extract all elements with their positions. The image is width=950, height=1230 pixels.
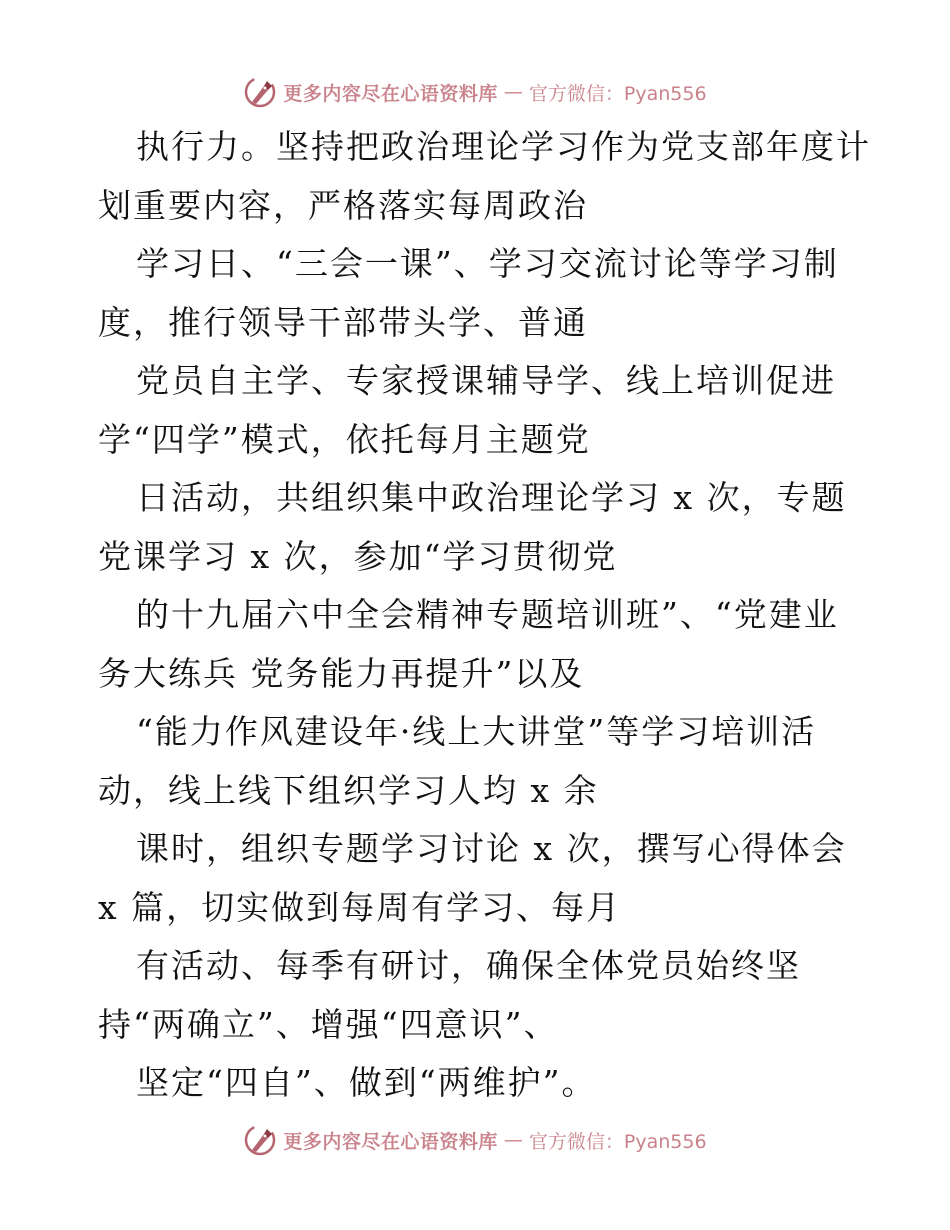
watermark-text: 更多内容尽在心语资料库: [283, 1130, 498, 1153]
body-line: 学“四学”模式，依托每月主题党: [98, 419, 591, 459]
body-line: 的十九届六中全会精神专题培训班”、“党建业: [136, 595, 839, 634]
body-line: “能力作风建设年·线上大讲堂”等学习培训活: [136, 712, 817, 751]
body-line: 党员自主学、专家授课辅导学、线上培训促进: [136, 361, 836, 400]
watermark-contact: 官方微信：Pyan556: [528, 82, 707, 105]
body-line: 学习日、“三会一课”、学习交流讨论等学习制: [136, 244, 839, 283]
body-line: x 篇，切实做到每周有学习、每月: [98, 887, 622, 927]
body-line: 度，推行领导干部带头学、普通: [98, 302, 588, 342]
header-watermark: [0, 72, 950, 112]
document-body: [98, 118, 871, 1113]
body-line: 务大练兵 党务能力再提升”以及: [98, 653, 585, 693]
body-line: 坚定“四自”、做到“两维护”。: [136, 1063, 597, 1102]
watermark-contact: 官方微信：Pyan556: [528, 1130, 707, 1153]
body-line: 日活动，共组织集中政治理论学习 x 次，专题: [136, 478, 847, 517]
watermark-dash: —: [503, 1129, 523, 1151]
pen-nib-logo-icon: [243, 75, 277, 109]
pen-nib-logo-icon: [243, 1123, 277, 1157]
body-line: 有活动、每季有研讨，确保全体党员始终坚: [136, 946, 801, 985]
body-line: 执行力。坚持把政治理论学习作为党支部年度计: [136, 127, 871, 166]
body-line: 持“两确立”、增强“四意识”、: [98, 1004, 559, 1044]
body-line: 动，线上线下组织学习人均 x 余: [98, 770, 599, 810]
body-line: 划重要内容，严格落实每周政治: [98, 185, 588, 225]
watermark-dash: —: [503, 81, 523, 103]
footer-watermark: [0, 1120, 950, 1160]
body-line: 党课学习 x 次，参加“学习贯彻党: [98, 536, 618, 576]
body-line: 课时，组织专题学习讨论 x 次，撰写心得体会: [136, 829, 847, 868]
watermark-text: 更多内容尽在心语资料库: [283, 82, 498, 105]
